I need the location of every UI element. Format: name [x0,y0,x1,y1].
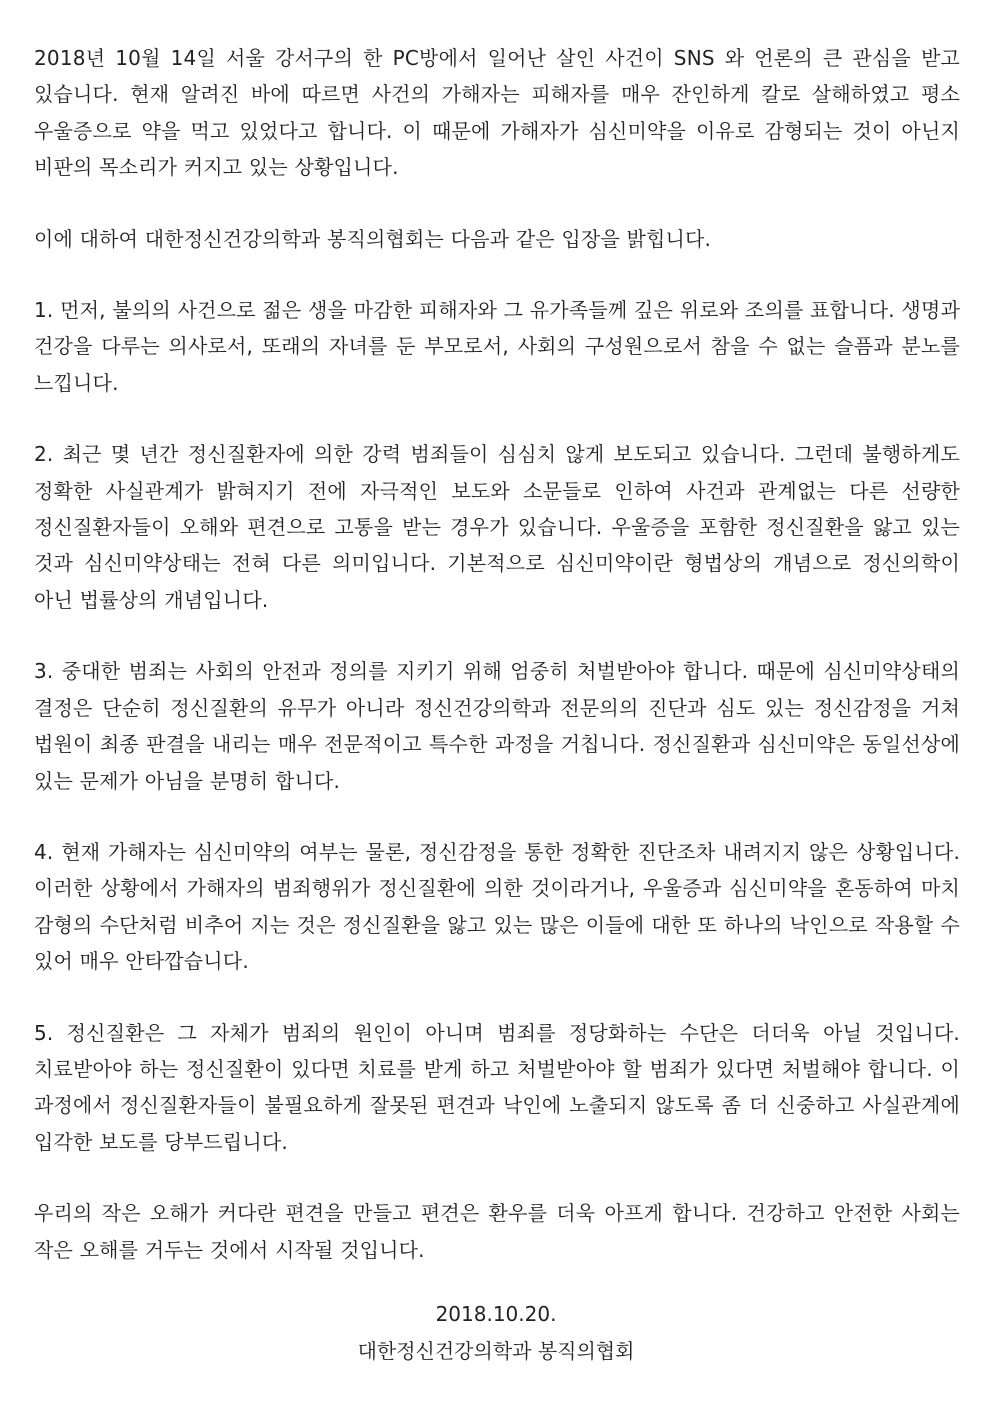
statement-body [34,40,960,1303]
paragraph-position: 이에 대하여 대한정신건강의학과 봉직의협회는 다음과 같은 입장을 밝힙니다. [34,226,712,251]
statement-organization: 대한정신건강의학과 봉직의협회 [357,1339,635,1363]
paragraph-point-4: 4. 현재 가해자는 심신미약의 여부는 물론, 정신감정을 통한 정확한 진단조차 내려지지 않은 상황입니다. 이러한 상황에서 가해자의 범죄행위가 정신질환에 의한 것이라거나, 우울증과 심신미약을 혼동하여 마치 감형의 수단처럼 비추어 지는 것은 정신질환을 앓고 있는 많은 이들에 대한 또 하나의 낙인으로 작용할 수 있어 매우 안타깝습니다. [34,839,960,974]
paragraph-point-2: 2. 최근 몇 년간 정신질환자에 의한 강력 범죄들이 심심치 않게 보도되고 있습니다. 그런데 불행하게도 정확한 사실관계가 밝혀지기 전에 자극적인 보도와 소문들로 인하여 사건과 관계없는 다른 선량한 정신질환자들이 오해와 편견으로 고통을 받는 경우가 있습니다. 우울증을 포함한 정신질환을 앓고 있는 것과 심신미약상태는 전혀 다른 의미입니다. 기본적으로 심신미약이란 형법상의 개념으로 정신의학이 아닌 법률상의 개념입니다. [34,442,960,612]
paragraph-intro: 2018년 10월 14일 서울 강서구의 한 PC방에서 일어난 살인 사건이 SNS 와 언론의 큰 관심을 받고 있습니다. 현재 알려진 바에 따르면 사건의 가해자는 피해자를 매우 잔인하게 칼로 살해하였고 평소 우울증으로 약을 먹고 있었다고 합니다. 이 때문에 가해자가 심신미약을 이유로 감형되는 것이 아닌지 비판의 목소리가 커지고 있는 상황입니다. [34,46,960,180]
paragraph-point-1: 1. 먼저, 불의의 사건으로 젊은 생을 마감한 피해자와 그 유가족들께 깊은 위로와 조의를 표합니다. 생명과 건강을 다루는 의사로서, 또래의 자녀를 둔 부모로서, 사회의 구성원으로서 참을 수 없는 슬픔과 분노를 느낍니다. [34,298,960,395]
statement-footer [0,1296,992,1370]
statement-date: 2018.10.20. [435,1302,557,1326]
paragraph-point-5: 5. 정신질환은 그 자체가 범죄의 원인이 아니며 범죄를 정당화하는 수단은 더더욱 아닐 것입니다. 치료받아야 하는 정신질환이 있다면 치료를 받게 하고 처벌받아야 할 범죄가 있다면 처벌해야 합니다. 이 과정에서 정신질환자들이 불필요하게 잘못된 편견과 낙인에 노출되지 않도록 좀 더 신중하고 사실관계에 입각한 보도를 당부드립니다. [34,1020,960,1154]
paragraph-point-3: 3. 중대한 범죄는 사회의 안전과 정의를 지키기 위해 엄중히 처벌받아야 합니다. 때문에 심신미약상태의 결정은 단순히 정신질환의 유무가 아니라 정신건강의학과 전문의의 진단과 심도 있는 정신감정을 거쳐 법원이 최종 판결을 내리는 매우 전문적이고 특수한 과정을 거칩니다. 정신질환과 심신미약은 동일선상에 있는 문제가 아님을 분명히 합니다. [34,659,960,793]
paragraph-closing: 우리의 작은 오해가 커다란 편견을 만들고 편견은 환우를 더욱 아프게 합니다. 건강하고 안전한 사회는 작은 오해를 거두는 것에서 시작될 것입니다. [34,1201,960,1262]
